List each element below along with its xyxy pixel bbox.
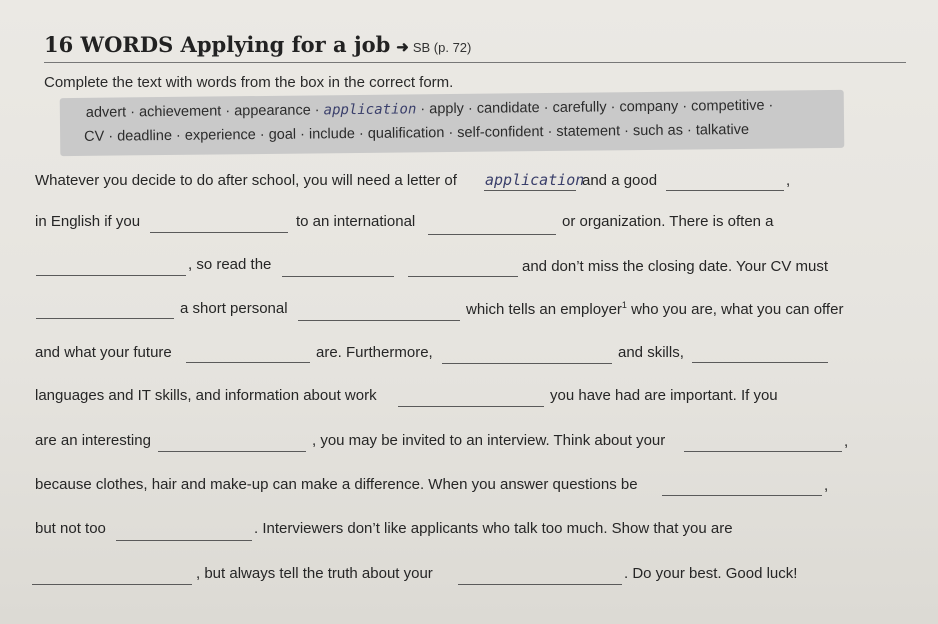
handwritten-word: application	[323, 101, 417, 119]
text-line-2-mid: to an international	[296, 213, 416, 230]
footnote-marker: 1	[621, 300, 627, 310]
word-box-line-1-start: advert · achievement · appearance ·	[85, 102, 324, 121]
arrow-icon: ➜	[396, 38, 409, 56]
text-line-1-comma: ,	[786, 172, 791, 189]
gap-14[interactable]	[158, 451, 306, 452]
gap-5[interactable]	[36, 275, 186, 276]
text-line-5-end: and skills,	[618, 344, 684, 361]
text-line-8-start: because clothes, hair and make-up can make a difference. When you answer questions be	[35, 476, 638, 493]
text-line-6-start: languages and IT skills, and information about work	[35, 387, 377, 404]
gap-4[interactable]	[428, 234, 556, 235]
word-box-line-1	[86, 98, 774, 121]
text-line-5-mid: are. Furthermore,	[316, 344, 433, 361]
gap-1[interactable]	[484, 190, 576, 191]
text-line-8-comma: ,	[824, 477, 829, 494]
text-line-4-end	[466, 300, 843, 318]
text-line-2-end: or organization. There is often a	[562, 213, 774, 230]
word-box-line-2: CV · deadline · experience · goal · include · qualification · self-confident · statement · such as · talkative	[84, 121, 750, 145]
text-line-10-end: . Do your best. Good luck!	[624, 565, 798, 582]
gap-16[interactable]	[662, 495, 822, 496]
word-box-line-1-end: · apply · candidate · carefully · company · competitive ·	[416, 97, 774, 118]
text-line-1-end: and a good	[582, 172, 658, 189]
gap-15[interactable]	[684, 451, 842, 452]
gap-18[interactable]	[32, 584, 192, 585]
text-line-4-rest: who you are, what you can offer	[626, 301, 844, 318]
exercise-title: 16 WORDS Applying for a job	[44, 32, 391, 57]
gap-2[interactable]	[666, 190, 784, 191]
exercise-instruction: Complete the text with words from the box in the correct form.	[44, 74, 454, 91]
text-line-4-start: a short personal	[180, 300, 288, 317]
gap-9[interactable]	[298, 320, 460, 321]
text-line-5-start: and what your future	[35, 344, 172, 361]
text-line-7-end: , you may be invited to an interview. Think about your	[312, 432, 666, 449]
text-line-3-end: and don’t miss the closing date. Your CV must	[522, 258, 829, 275]
text-line-4-main: which tells an employer	[466, 301, 622, 318]
text-line-9-start: but not too	[35, 520, 106, 537]
gap-1-answer: application	[485, 171, 585, 189]
text-line-9-end: . Interviewers don’t like applicants who talk too much. Show that you are	[254, 520, 733, 537]
gap-7[interactable]	[408, 276, 518, 277]
text-line-7-comma: ,	[844, 433, 849, 450]
text-line-10-start: , but always tell the truth about your	[196, 565, 433, 582]
gap-12[interactable]	[692, 362, 828, 363]
word-box	[60, 90, 845, 156]
gap-19[interactable]	[458, 584, 622, 585]
gap-17[interactable]	[116, 540, 252, 541]
text-line-7-start: are an interesting	[35, 432, 151, 449]
gap-8[interactable]	[36, 318, 174, 319]
page-reference: SB (p. 72)	[412, 40, 472, 55]
gap-3[interactable]	[150, 232, 288, 233]
gap-13[interactable]	[398, 406, 544, 407]
gap-10[interactable]	[186, 362, 310, 363]
page-title	[44, 32, 471, 57]
text-line-6-end: you have had are important. If you	[550, 387, 778, 404]
text-line-2-start: in English if you	[35, 213, 141, 230]
title-divider	[44, 62, 906, 63]
gap-11[interactable]	[442, 363, 612, 364]
text-line-1-start: Whatever you decide to do after school, you will need a letter of	[35, 172, 457, 189]
gap-6[interactable]	[282, 276, 394, 277]
text-line-3-start: , so read the	[188, 256, 272, 273]
